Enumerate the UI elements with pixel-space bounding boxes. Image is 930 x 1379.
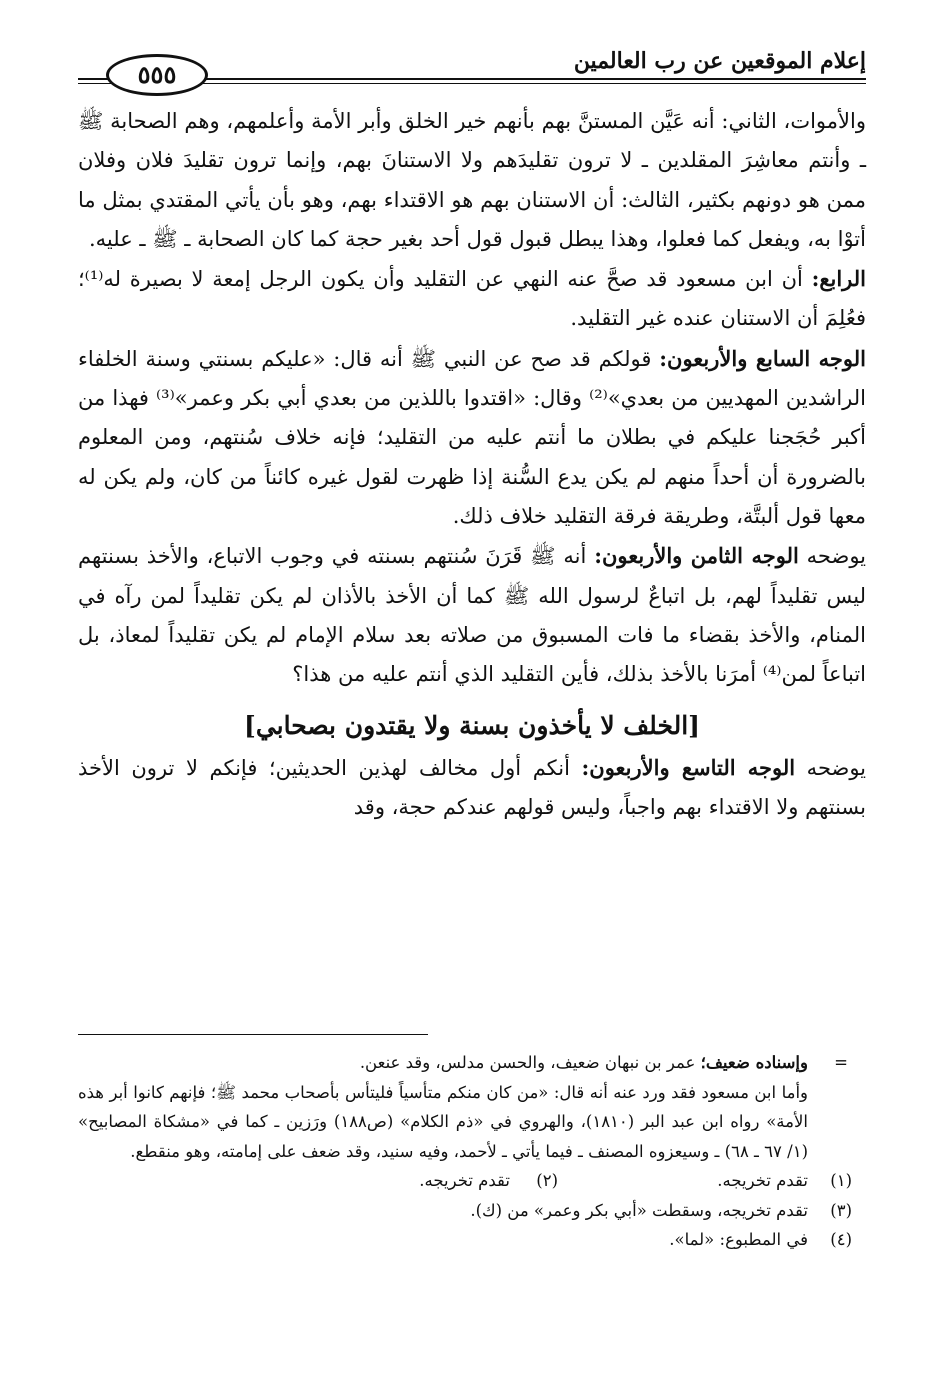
paragraph-5-text: أنكم أول مخالف لهذين الحديثين؛ فإنكم لا ترون الأخذ بسنتهم ولا الاقتداء بهم واجباً، وليس قولهم عندكم حجة، وقد bbox=[78, 755, 866, 820]
footnote-row-3 bbox=[78, 1196, 866, 1226]
paragraph-2-lead: الرابع: bbox=[811, 266, 866, 292]
footnote-continuation bbox=[78, 1048, 866, 1166]
footnote-number-1: (١) bbox=[830, 1171, 852, 1190]
footnote-number-2: (٢) bbox=[536, 1171, 558, 1190]
paragraph-5 bbox=[78, 748, 866, 828]
footnote-2 bbox=[419, 1166, 558, 1196]
footnote-text-1: تقدم تخريجه. bbox=[717, 1171, 808, 1190]
paragraph-2-text: أن ابن مسعود قد صحَّ عنه النهي عن التقليد وأن يكون الرجل إمعة لا بصيرة له⁽¹⁾؛ فعُلِمَ أن الاستنان عنده غير التقليد. bbox=[78, 267, 866, 331]
paragraph-3-text: قولكم قد صح عن النبي ﷺ أنه قال: «عليكم بسنتي وسنة الخلفاء الراشدين المهديين من بعدي»⁽²⁾ وقال: «اقتدوا باللذين من بعدي أبي بكر وعمر»⁽³⁾ فهذا من أكبر حُجَجنا عليكم في بطلان ما أنتم عليه من التقليد؛ فإنه خلاف سُنتهم، ومن المعلوم بالضرورة أن أحداً منهم لم يكن يدع السُّنة إذا ظهرت لقول غيره كائناً من كان، ولم يكن له معها قول ألبتَّة، وطريقة فرقة التقليد خلاف ذلك. bbox=[78, 346, 866, 528]
continuation-line-1 bbox=[78, 1048, 808, 1078]
paragraph-1: والأموات، الثاني: أنه عَيَّن المستنَّ بهم بأنهم خير الخلق وأبر الأمة وأعلمهم، وهم الصحابة ﷺ ـ وأنتم معاشِرَ المقلدين ـ لا ترون تقليدَهم ولا الاستنانَ بهم، وإنما ترون تقليدَ فلان وفلان ممن هو دونهم بكثير، الثالث: أن الاستنان بهم هو الاقتداء بهم، وهو بأن يأتي المقتدي بمثل ما أتوْا به، ويفعل كما فعلوا، وهذا يبطل قبول قول أحد بغير حجة كما كان الصحابة ـ ﷺ ـ عليه. bbox=[78, 109, 866, 251]
continuation-bold: وإسناده ضعيف؛ bbox=[700, 1053, 808, 1072]
footnote-row-4 bbox=[78, 1225, 866, 1255]
paragraph-4-pre: يوضحه bbox=[798, 544, 867, 569]
footnote-text-4: في المطبوع: «لما». bbox=[669, 1230, 808, 1249]
paragraph-3-lead: الوجه السابع والأربعون: bbox=[659, 345, 866, 371]
footnotes bbox=[78, 1048, 866, 1255]
main-text bbox=[78, 102, 866, 827]
paragraph-3 bbox=[78, 339, 866, 536]
footnote-separator bbox=[78, 1034, 428, 1035]
page-header bbox=[78, 44, 866, 88]
paragraph-4 bbox=[78, 536, 866, 694]
paragraph-4-lead: الوجه الثامن والأربعون: bbox=[594, 543, 799, 569]
footnote-text-2: تقدم تخريجه. bbox=[419, 1171, 510, 1190]
footnote-row-1-2 bbox=[78, 1166, 866, 1196]
paragraph-5-pre: يوضحه bbox=[795, 755, 867, 780]
section-heading: [الخلف لا يأخذون بسنة ولا يقتدون بصحابي] bbox=[243, 711, 700, 741]
continuation-paragraph: وأما ابن مسعود فقد ورد عنه أنه قال: «من كان منكم متأسياً فليتأس بأصحاب محمد ﷺ؛ فإنهم كانوا أبر هذه الأمة» رواه ابن عبد البر (١٨١٠)، والهروي في «ذم الكلام» (ص١٨٨) ورَزين ـ كما في «مشكاة المصابيح» (١/ ٦٧ ـ ٦٨) ـ وسيعزوه المصنف ـ فيما يأتي ـ لأحمد، وفيه سنيد، وقد ضعف على إمامته، وهو منقطع. bbox=[78, 1082, 808, 1161]
paragraph-5-lead: الوجه التاسع والأربعون: bbox=[581, 754, 796, 780]
paragraph-4-text: أنه ﷺ قَرَنَ سُنتهم بسنته في وجوب الاتباع، والأخذ بسنتهم ليس تقليداً لهم، بل اتباعٌ لرسول الله ﷺ كما أن الأخذ بالأذان لم يكن تقليداً لمن رآه في المنام، والأخذ بقضاء ما فات المسبوق من صلاته بعد سلام الإمام لم يكن تقليداً لمعاذ، بل اتباعاً لمن⁽⁴⁾ أمرَنا بالأخذ بذلك، فأين التقليد الذي أنتم عليه من هذا؟ bbox=[78, 544, 866, 687]
footnote-number-3: (٣) bbox=[830, 1200, 852, 1220]
footnote-number-4: (٤) bbox=[830, 1230, 852, 1249]
continuation-mark: = bbox=[834, 1053, 848, 1072]
continuation-text: عمر بن نبهان ضعيف، والحسن مدلس، وقد عنعن. bbox=[359, 1053, 701, 1072]
book-title: إعلام الموقعين عن رب العالمين bbox=[573, 48, 866, 74]
footnote-pair bbox=[78, 1166, 808, 1196]
paragraph-2 bbox=[78, 259, 866, 339]
page-number: ٥٥٥ bbox=[106, 54, 208, 96]
footnote-text-3: تقدم تخريجه، وسقطت «أبي بكر وعمر» من (ك). bbox=[470, 1200, 808, 1220]
